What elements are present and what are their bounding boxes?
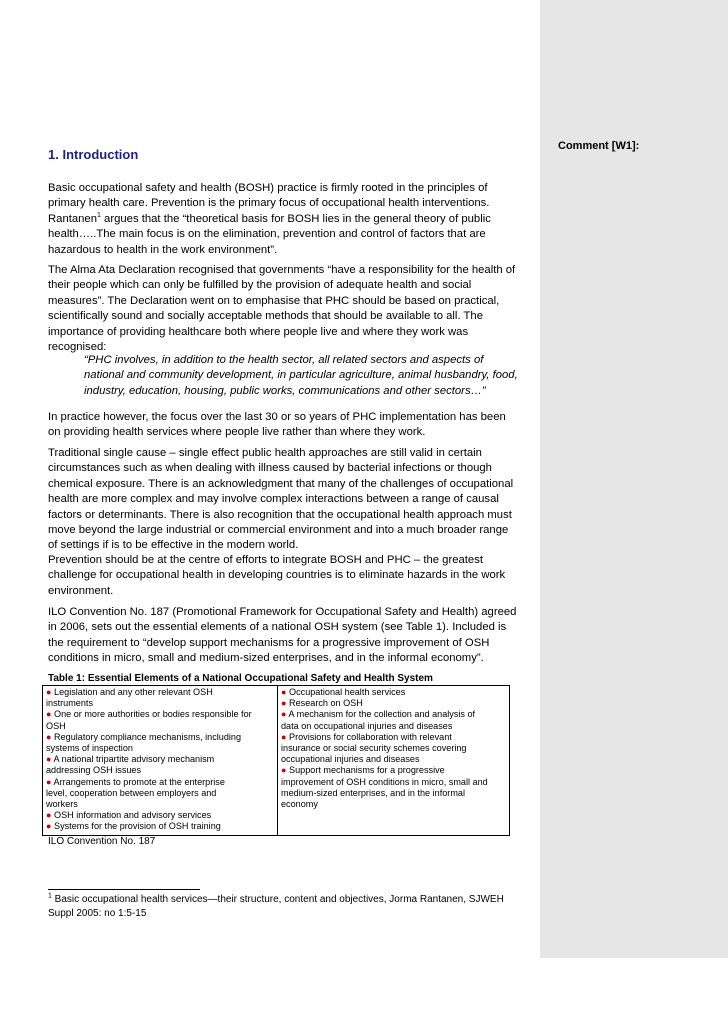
text-line: hazardous to health in the work environment”.: [48, 243, 278, 256]
text-line: The Alma Ata Declaration recognised that governments “have a responsibility for the health of: [48, 264, 516, 276]
quote-line: national and community development, in particular agriculture, animal husbandry, food,: [84, 369, 518, 382]
bullet-icon: ●: [46, 776, 52, 787]
table-item-text: economy: [281, 799, 318, 810]
bullet-icon: ●: [46, 821, 52, 832]
text-line: scientifically sound and socially acceptable methods that should be available to all. The: [48, 310, 483, 323]
table-item-text: Arrangements to promote at the enterprise: [51, 776, 225, 787]
table-cell-right: [278, 686, 510, 836]
table-item-text: instruments: [46, 698, 94, 709]
table-item-text: Provisions for collaboration with relevant: [286, 731, 452, 742]
footnote-marker: 1: [48, 892, 52, 900]
text-line: of settings if is to be effective in the modern world.: [48, 539, 299, 552]
footnote-separator: [48, 889, 200, 890]
table-item-text: A mechanism for the collection and analysis of: [286, 709, 476, 720]
table-item-line: [281, 777, 506, 788]
table-item-line: [46, 754, 274, 765]
table-item-line: [281, 743, 506, 754]
text-line: conditions in micro, small and medium-sized enterprises, and in the informal economy”.: [48, 652, 484, 665]
bullet-icon: ●: [281, 765, 287, 776]
text-line: circumstances such as when dealing with illness caused by bacterial infections or though: [48, 462, 492, 475]
text-line: ILO Convention No. 187 (Promotional Framework for Occupational Safety and Health) agreed: [48, 606, 517, 618]
table-item-line: [46, 821, 274, 832]
table-item-line: [46, 743, 274, 754]
table-item-text: One or more authorities or bodies responsible for: [51, 709, 252, 720]
text-line: in 2006, sets out the essential elements of a national OSH system (see Table 1). Included is: [48, 621, 507, 634]
table-item-line: [281, 687, 506, 698]
table-item-text: improvement of OSH conditions in micro, small and: [281, 776, 488, 787]
paragraph-bosh: [48, 181, 538, 258]
bullet-icon: ●: [46, 810, 52, 821]
table-item-text: Support mechanisms for a progressive: [286, 765, 445, 776]
text-line: Prevention should be at the centre of efforts to integrate BOSH and PHC – the greatest: [48, 554, 483, 566]
bullet-icon: ●: [46, 687, 52, 697]
footnote-line: [48, 893, 538, 907]
text-line: [48, 212, 538, 227]
table-cell-left: [43, 686, 278, 836]
table-item-text: medium-sized enterprises, and in the informal: [281, 787, 465, 798]
text-line: factors or determinants. There is also recognition that the occupational health approach must: [48, 508, 512, 521]
footnote-reference[interactable]: 1: [97, 212, 101, 220]
element-list-left: [46, 687, 274, 833]
table-item-line: [46, 765, 274, 776]
text-line: importance of providing healthcare both where people live and where they work was: [48, 325, 469, 338]
table-item-line: [46, 788, 274, 799]
bullet-icon: ●: [46, 731, 52, 742]
table-item-line: [46, 799, 274, 810]
table-item-line: [281, 799, 506, 810]
table-item-line: [46, 732, 274, 743]
table-item-line: [281, 788, 506, 799]
text-line: health are more complex and may involve complex interactions between a range of causal: [48, 493, 499, 506]
table-item-text: occupational injuries and diseases: [281, 754, 420, 765]
text-line: Traditional single cause – single effect public health approaches are still valid in certain: [48, 447, 482, 459]
table-item-line: [46, 698, 274, 709]
quote-line: “PHC involves, in addition to the health sector, all related sectors and aspects of: [84, 354, 484, 366]
text-line: environment.: [48, 584, 114, 597]
paragraph-prevention: [48, 553, 538, 599]
comments-pane: [540, 0, 728, 958]
table-item-text: systems of inspection: [46, 743, 133, 754]
table-title: Table 1: Essential Elements of a National Occupational Safety and Health System: [48, 673, 433, 684]
text-line: their people which can only be fulfilled by the provision of adequate health and social: [48, 279, 472, 292]
table-item-line: [281, 698, 506, 709]
table-item-line: [46, 777, 274, 788]
element-list-right: [281, 687, 506, 810]
footnote: [48, 893, 538, 921]
text-line: chemical exposure. There is an acknowledgment that many of the challenges of occupational: [48, 477, 514, 490]
table-caption: ILO Convention No. 187: [48, 836, 156, 847]
paragraph-traditional: [48, 446, 538, 554]
table-item-line: [281, 721, 506, 732]
table-item-text: OSH information and advisory services: [51, 810, 212, 821]
footnote-line: Suppl 2005: no 1:5-15: [48, 908, 147, 919]
block-quote: [84, 353, 536, 399]
table-item-text: addressing OSH issues: [46, 765, 142, 776]
text-line: In practice however, the focus over the last 30 or so years of PHC implementation has been: [48, 411, 506, 423]
paragraph-practice: [48, 410, 538, 441]
comment-label: Comment [W1]:: [558, 140, 640, 152]
table-item-line: [46, 709, 274, 720]
paragraph-ilo: [48, 605, 538, 667]
table-item-text: workers: [46, 799, 78, 810]
table-item-text: A national tripartite advisory mechanism: [51, 754, 215, 765]
text-line: move beyond the large industrial or commercial environment and into a much broader range: [48, 524, 509, 537]
text-line: measures”. The Declaration went on to emphasise that PHC should be based on practical,: [48, 294, 500, 307]
table-item-text: Research on OSH: [286, 698, 363, 709]
paragraph-alma-ata: [48, 263, 538, 355]
table-item-line: [281, 732, 506, 743]
table-item-text: insurance or social security schemes covering: [281, 743, 467, 754]
table-item-text: OSH: [46, 720, 66, 731]
bullet-icon: ●: [46, 754, 52, 765]
table-item-text: Occupational health services: [286, 687, 406, 697]
text-fragment: argues that the “theoretical basis for BOSH lies in the general theory of public: [100, 212, 491, 225]
bullet-icon: ●: [281, 709, 287, 720]
table-item-line: [46, 810, 274, 821]
quote-line: industry, education, housing, public works, communications and other sectors…”: [84, 384, 486, 397]
bullet-icon: ●: [281, 698, 287, 709]
table-item-line: [46, 721, 274, 732]
table-item-text: level, cooperation between employers and: [46, 787, 217, 798]
table-item-line: [281, 754, 506, 765]
bullet-icon: ●: [46, 709, 52, 720]
bullet-icon: ●: [281, 731, 287, 742]
text-line: recognised:: [48, 341, 107, 354]
text-line: on providing health services where people live rather than where they work.: [48, 426, 426, 439]
table-item-line: [281, 709, 506, 720]
text-line: challenge for occupational health in developing countries is to eliminate hazards in the work: [48, 569, 506, 582]
table-item-line: [46, 687, 274, 698]
text-line: Basic occupational safety and health (BOSH) practice is firmly rooted in the principles of: [48, 182, 488, 194]
section-heading: 1. Introduction: [48, 147, 139, 162]
osh-elements-table: [42, 685, 510, 836]
bullet-icon: ●: [281, 687, 287, 697]
table-item-text: data on occupational injuries and diseases: [281, 720, 453, 731]
table-item-text: Legislation and any other relevant OSH: [51, 687, 213, 697]
table-item-text: Systems for the provision of OSH training: [51, 821, 221, 832]
text-line: primary health care. Prevention is the primary focus of occupational health interventions.: [48, 197, 490, 210]
table-item-line: [281, 765, 506, 776]
text-line: health…..The main focus is on the elimination, prevention and control of factors that are: [48, 228, 486, 241]
footnote-text: Basic occupational health services—their structure, content and objectives, Jorma Rantanen, SJWEH: [51, 894, 504, 905]
text-line: the requirement to “develop support mechanisms for a progressive improvement of OSH: [48, 636, 490, 649]
author-name: Rantanen: [48, 212, 97, 225]
table-item-text: Regulatory compliance mechanisms, including: [51, 731, 242, 742]
